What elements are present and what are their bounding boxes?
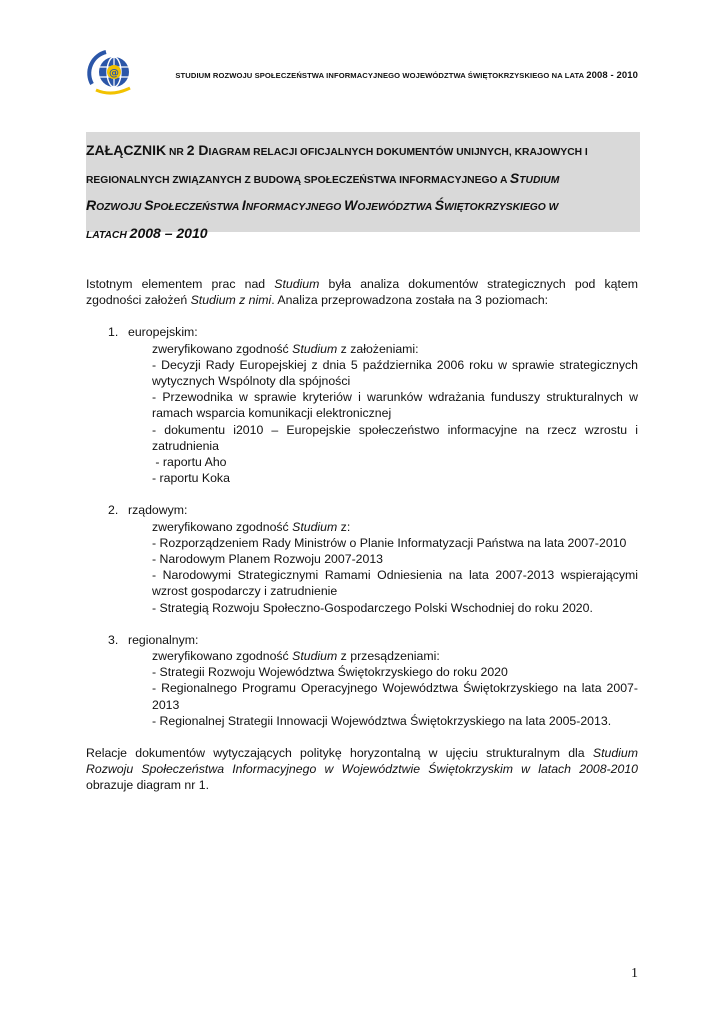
list-item: - dokumentu i2010 – Europejskie społeczeństwo informacyjne na rzecz wzrostu i zatrudnienia	[152, 422, 638, 453]
list-item: - Rozporządzeniem Rady Ministrów o Planie Informatyzacji Państwa na lata 2007-2010	[152, 535, 627, 550]
running-header	[150, 70, 638, 81]
intro-paragraph: Istotnym elementem prac nad Studium była analiza dokumentów strategicznych pod kątem zgodności założeń Studium z nimi. Analiza przeprowadzona została na 3 poziomach:	[86, 277, 638, 308]
list-item: - raportu Aho	[152, 455, 227, 470]
list-item: - Regionalnej Strategii Innowacji Województwa Świętokrzyskiego na lata 2005-2013.	[152, 713, 612, 728]
list-item-rzadowym: 2. rządowym: zweryfikowano zgodność Studium z: - Rozporządzeniem Rady Ministrów o Planie Informatyzacji Państwa na lata 2007-2010 - Narodowym Planem Rozwoju 2007-2013 - Narodowymi Strategicznymi Ramami Odniesienia na lata 2007-2013 wspierającymi wzrost gospodarczy i zatrudnienie - Strategią Rozwoju Społeczno-Gospodarczego Polski Wschodniej do roku 2020.	[108, 503, 638, 615]
list-item-europejskim: 1. europejskim: zweryfikowano zgodność Studium z założeniami: - Decyzji Rady Europejskiej z dnia 5 października 2006 roku w sprawie strategicznych wytycznych Wspólnoty dla spójności - Przewodnika w sprawie kryteriów i warunków wdrażania funduszy strukturalnych w ramach wsparcia komunikacji elektronicznej - dokumentu i2010 – Europejskie społeczeństwo informacyjne na rzecz wzrostu i zatrudnienia - raportu Aho - raportu Koka	[108, 325, 638, 486]
conclusion-paragraph: Relacje dokumentów wytyczających politykę horyzontalną w ujęciu strukturalnym dla Studium Rozwoju Społeczeństwa Informacyjnego w Województwie Świętokrzyskim w latach 2008-2010 obrazuje diagram nr 1.	[86, 746, 638, 793]
list-item: - Strategią Rozwoju Społeczno-Gospodarczego Polski Wschodniej do roku 2020.	[152, 600, 593, 615]
page-number: 1	[631, 966, 638, 981]
document-body	[86, 276, 638, 794]
running-years: 2008 - 2010	[586, 70, 638, 81]
list-item: - Narodowymi Strategicznymi Ramami Odniesienia na lata 2007-2013 wspierającymi wzrost gospodarczy i zatrudnienie	[152, 568, 638, 599]
list-item: - raportu Koka	[152, 471, 230, 486]
page-title: ZAŁĄCZNIK NR 2 DIAGRAM RELACJI OFICJALNYCH DOKUMENTÓW UNIJNYCH, KRAJOWYCH I REGIONALNYCH ZWIĄZANYCH Z BUDOWĄ SPOŁECZEŃSTWA INFORMACYJNEGO A STUDIUM ROZWOJU SPOŁECZEŃSTWA INFORMACYJNEGO WOJEWÓDZTWA ŚWIĘTOKRZYSKIEGO W LATACH 2008 – 2010	[86, 142, 588, 241]
list-item: - Przewodnika w sprawie kryteriów i warunków wdrażania funduszy strukturalnych w ramach wsparcia komunikacji elektronicznej	[152, 390, 638, 421]
levels-list	[86, 324, 638, 729]
list-item: - Narodowym Planem Rozwoju 2007-2013	[152, 552, 384, 567]
title-box	[86, 132, 640, 241]
svg-text:@: @	[109, 68, 119, 79]
list-item: - Regionalnego Programu Operacyjnego Województwa Świętokrzyskiego na lata 2007-2013	[152, 681, 638, 712]
logo	[86, 46, 138, 98]
list-item-regionalnym: 3. regionalnym: zweryfikowano zgodność Studium z przesądzeniami: - Strategii Rozwoju Województwa Świętokrzyskiego do roku 2020 - Regionalnego Programu Operacyjnego Województwa Świętokrzyskiego na lata 2007-2013 - Regionalnej Strategii Innowacji Województwa Świętokrzyskiego na lata 2005-2013.	[108, 632, 638, 728]
running-title: STUDIUM ROZWOJU SPOŁECZEŃSTWA INFORMACYJNEGO WOJEWÓDZTWA ŚWIĘTOKRZYSKIEGO NA LATA	[175, 71, 584, 80]
list-item: - Strategii Rozwoju Województwa Świętokrzyskiego do roku 2020	[152, 665, 508, 680]
list-item: - Decyzji Rady Europejskiej z dnia 5 października 2006 roku w sprawie strategicznych wytycznych Wspólnoty dla spójności	[152, 357, 638, 389]
